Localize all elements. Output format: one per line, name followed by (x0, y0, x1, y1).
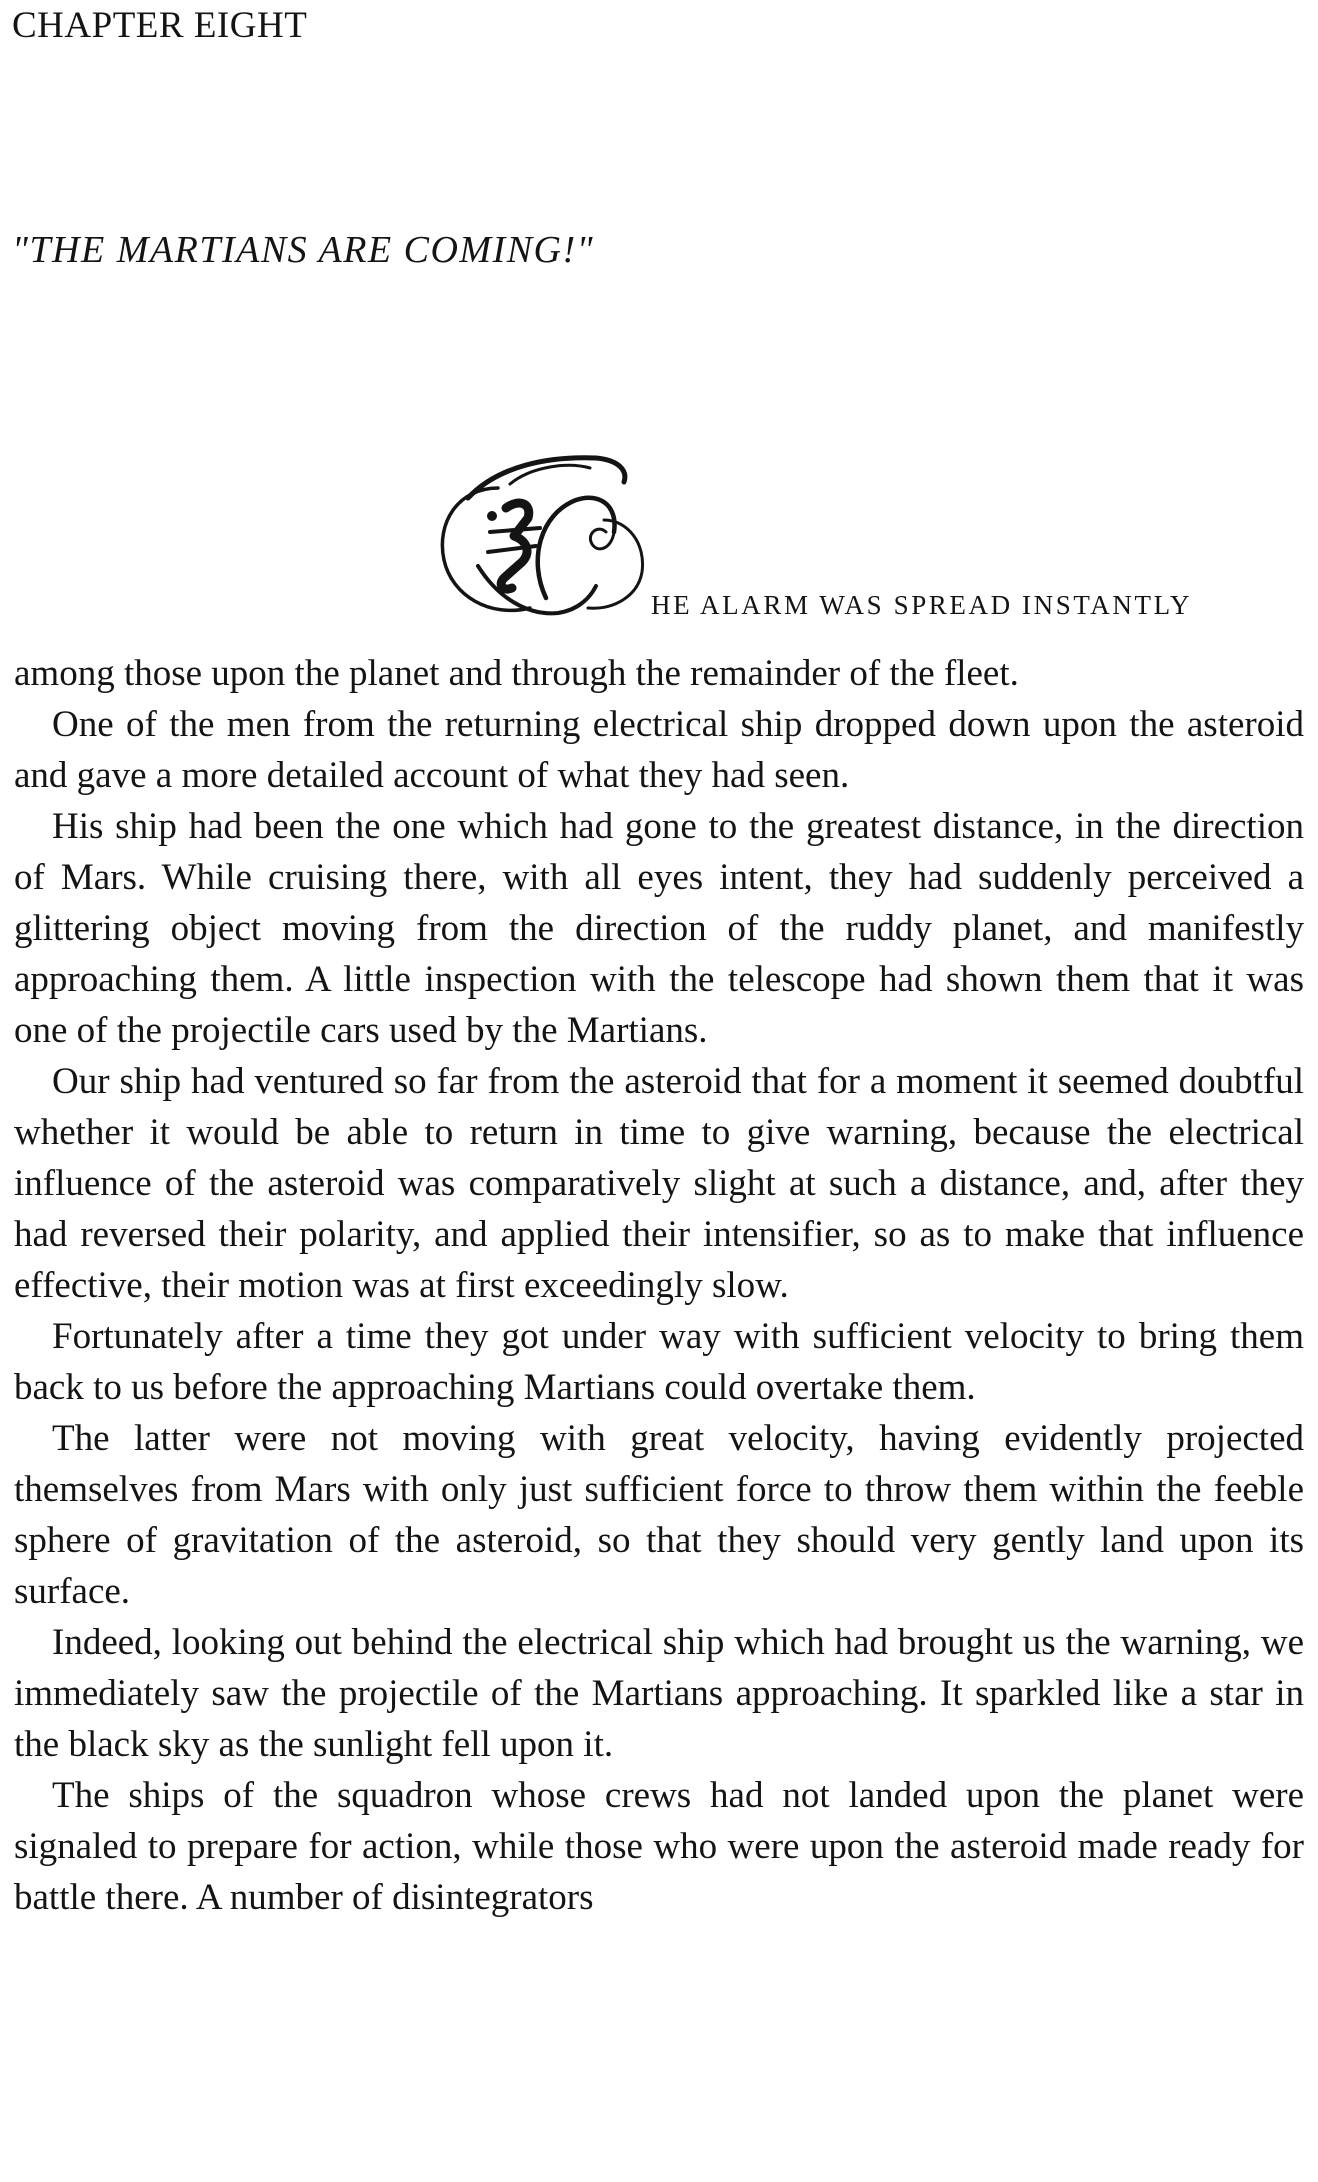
paragraph: Indeed, looking out behind the electrical ship which had brought us the warning, we immediately saw the projectile of the Martians approaching. It sparkled like a star in the black sky as the sunlight fell upon it. (14, 1622, 1304, 1765)
paragraph: One of the men from the returning electrical ship dropped down upon the asteroid and gave a more detailed account of what they had seen. (14, 704, 1304, 796)
paragraph: His ship had been the one which had gone to the greatest distance, in the direction of Mars. While cruising there, with all eyes intent, they had suddenly perceived a glittering object moving from the direction of the ruddy planet, and manifestly approaching them. A little inspection with the telescope had shown them that it was one of the projectile cars used by the Martians. (14, 806, 1304, 1051)
opening-smallcaps: HE ALARM WAS SPREAD INSTANTLY (651, 590, 1193, 620)
chapter-body (14, 648, 1304, 1923)
paragraph: The ships of the squadron whose crews had not landed upon the planet were signaled to prepare for action, while those who were upon the asteroid made ready for battle there. A number of disintegrators (14, 1775, 1304, 1918)
chapter-label: CHAPTER EIGHT (12, 5, 308, 46)
paragraph: Our ship had ventured so far from the asteroid that for a moment it seemed doubtful whether it would be able to return in time to give warning, because the electrical influence of the asteroid was comparatively slight at such a distance, and, after they had reversed their polarity, and applied their intensifier, so as to make that influence effective, their motion was at first exceedingly slow. (14, 1061, 1304, 1306)
paragraph: among those upon the planet and through the remainder of the fleet. (14, 653, 1019, 694)
paragraph: Fortunately after a time they got under way with sufficient velocity to bring them back to us before the approaching Martians could overtake them. (14, 1316, 1304, 1408)
chapter-title: "THE MARTIANS ARE COMING!" (12, 229, 595, 271)
ornamental-dropcap-t (428, 448, 658, 628)
paragraph: The latter were not moving with great velocity, having evidently projected themselves from Mars with only just sufficient force to throw them within the feeble sphere of gravitation of the asteroid, so that they should very gently land upon its surface. (14, 1418, 1304, 1612)
